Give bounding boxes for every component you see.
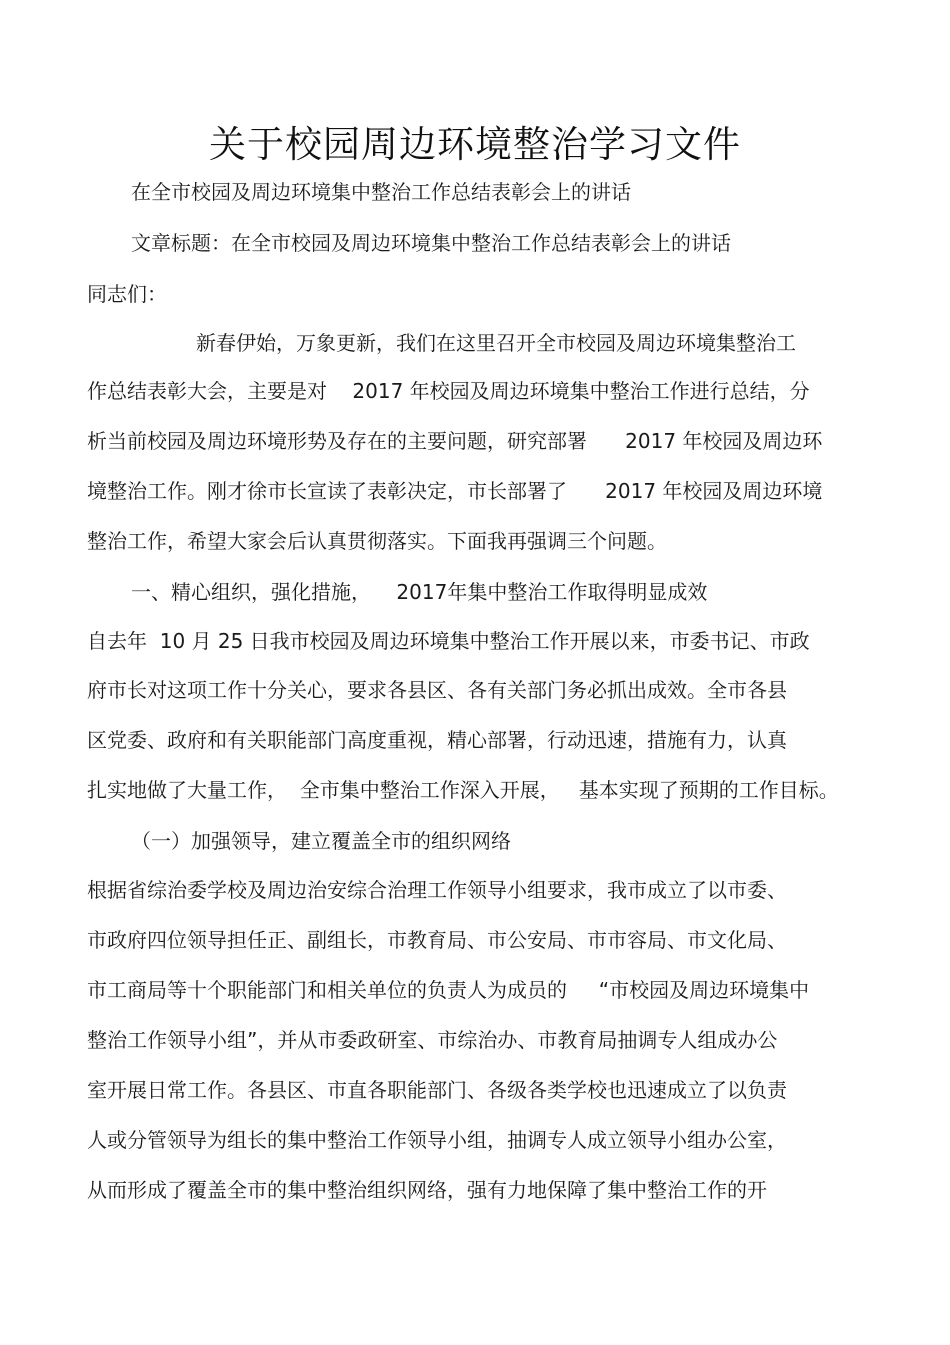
paragraph-line: 扎实地做了大量工作， 全市集中整治工作深入开展， 基本实现了预期的工作目标。 bbox=[87, 778, 839, 802]
paragraph-line: 整治工作领导小组”，并从市委政研室、市综治办、市教育局抽调专人组成办公 bbox=[87, 1028, 778, 1052]
paragraph-line: 作总结表彰大会，主要是对 2017 年校园及周边环境集中整治工作进行总结，分 bbox=[87, 379, 810, 403]
paragraph-line: 自去年 10 月 25 日我市校园及周边环境集中整治工作开展以来，市委书记、市政 bbox=[87, 629, 810, 653]
paragraph-line: 区党委、政府和有关职能部门高度重视，精心部署，行动迅速，措施有力，认真 bbox=[87, 728, 787, 752]
paragraph-line: 新春伊始，万象更新，我们在这里召开全市校园及周边环境集整治工 bbox=[196, 331, 796, 355]
paragraph-line: 从而形成了覆盖全市的集中整治组织网络，强有力地保障了集中整治工作的开 bbox=[87, 1178, 767, 1202]
paragraph-line: 市政府四位领导担任正、副组长，市教育局、市公安局、市市容局、市文化局、 bbox=[87, 928, 787, 952]
paragraph-line: 境整治工作。刚才徐市长宣读了表彰决定，市长部署了 2017 年校园及周边环境 bbox=[87, 479, 823, 503]
paragraph-line: 根据省综治委学校及周边治安综合治理工作领导小组要求，我市成立了以市委、 bbox=[87, 878, 787, 902]
paragraph-line: 府市长对这项工作十分关心，要求各县区、各有关部门务必抓出成效。全市各县 bbox=[87, 678, 787, 702]
subsection-heading: （一）加强领导，建立覆盖全市的组织网络 bbox=[131, 829, 511, 853]
document-title: 关于校园周边环境整治学习文件 bbox=[209, 123, 741, 166]
salutation-line: 同志们： bbox=[87, 282, 167, 306]
paragraph-line: 整治工作，希望大家会后认真贯彻落实。下面我再强调三个问题。 bbox=[87, 529, 667, 553]
section-heading: 一、精心组织，强化措施， 2017年集中整治工作取得明显成效 bbox=[131, 580, 708, 604]
paragraph-line: 室开展日常工作。各县区、市直各职能部门、各级各类学校也迅速成立了以负责 bbox=[87, 1078, 787, 1102]
paragraph-line: 人或分管领导为组长的集中整治工作领导小组，抽调专人成立领导小组办公室， bbox=[87, 1128, 787, 1152]
paragraph-line: 析当前校园及周边环境形势及存在的主要问题，研究部署 2017 年校园及周边环 bbox=[87, 429, 823, 453]
subtitle-line: 在全市校园及周边环境集中整治工作总结表彰会上的讲话 bbox=[131, 180, 631, 204]
article-title-line: 文章标题：在全市校园及周边环境集中整治工作总结表彰会上的讲话 bbox=[131, 231, 731, 255]
paragraph-line: 市工商局等十个职能部门和相关单位的负责人为成员的 “市校园及周边环境集中 bbox=[87, 978, 810, 1002]
